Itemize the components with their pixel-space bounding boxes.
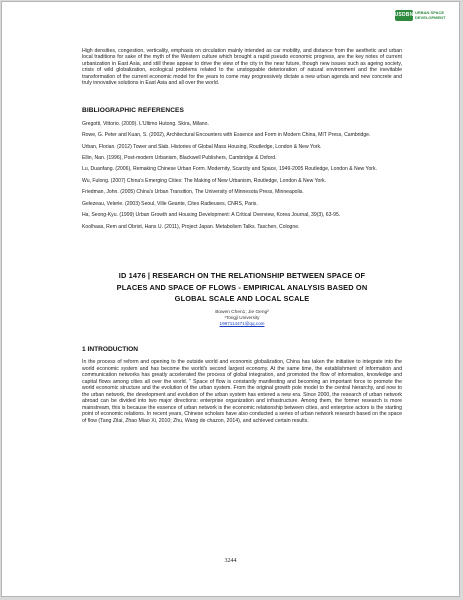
paper-title: [82, 270, 402, 305]
reference-item: Rowe, G. Peter and Kuan, S. (2002), Architectural Encounters with Essence and Form in Modern China, MIT Press, Cambridge.: [82, 132, 371, 139]
introduction-paragraph: In the process of reform and opening to the outside world and economic globalization, China has taken the initiative to integrate into the world economic system and has become the world's second largest economy. At the same time, the establishment of information and communication networks has greatly accelerated the process of global integration, and promoted the flow of information, knowledge and capital flows among cities all over the world. " Space of flow is constantly manifesting and becoming an important force to promote the world economic structure and the evolution of the urban system. From the original growth pole model to the central hierarchy, and now to the urban network, the development and evolution of the urban system has entered a new era. Since 2000, the research of urban network abroad can be divided into two major directions: enterprise organization and infrastructure. Among them, the former research is more mainstream, this is because the essence of urban network is the economic relationship between cities, and enterprise actors is the starting point of economic relations. In recent years, Chinese scholars have also conducted a series of urban network research based on the space of flow (Tang Zilai, Zhao Miao Xi, 2010; Zhu, Wang de chazon, 2014), and achieved certain results.: [82, 359, 402, 424]
page-content: [82, 48, 402, 424]
author-email-link[interactable]: 1987114471@qq.com: [219, 320, 265, 326]
reference-item: Friedman, John. (2005) China's Urban Transition, The University of Minnesota Press, Minneapolis.: [82, 189, 304, 196]
logo-subtitle: URBAN SPACE DEVELOPMENT: [415, 10, 446, 20]
conference-logo: [395, 8, 449, 22]
reference-item: Lu, Duanfang. (2006), Remaking Chinese Urban Form. Modernity, Scarcity and Space, 1949-2005 Routledge, London & New York.: [82, 166, 377, 173]
reference-item: Gregotti, Vittorio. (2009). L'Ultimo Hutong. Skira, Milano.: [82, 120, 209, 127]
closing-paragraph: High densities, congestion, verticality, emphasis on circulation mainly intended as car mobility, and distance from the aesthetic and urban local traditions for sake of the myth of the Western culture which brought a rapid pseudo economic progress, are the key notes of current urbanization in East Asia, and still these appear to drive the view of the city in the near future, though new issues such as ageing society, crisis of wild globalization, ecological problems related to the unstoppable deterioration of natural environment and the inevitable transformation of the current economic model for the years to come may progressively dictate a new urban agenda and new concrete and truly innovative solutions in East Asia and all over the world.: [82, 48, 402, 87]
reference-item: Koolhaas, Rem and Obrist, Hans U. (2011), Project Japan. Metabolism Talks. Taschen, Cologne.: [82, 223, 300, 230]
paper-authors: Bowen Chen1; Jie Geng²: [215, 309, 269, 315]
introduction-heading: 1 INTRODUCTION: [82, 346, 139, 354]
paper-title-line-1: ID 1476 | RESEARCH ON THE RELATIONSHIP BETWEEN SPACE OF: [118, 271, 366, 280]
reference-item: Urban, Florian. (2012) Tower and Slab. Histories of Global Mass Housing, Routledge, London & New York.: [82, 143, 322, 150]
references-heading: BIBLIOGRAPHIC REFERENCES: [82, 106, 185, 114]
page-number: 3244: [224, 558, 237, 564]
reference-item: Ha, Seong-Kyu. (1999) Urban Growth and Housing Development: A Critical Overview, Korea Journal, 39(3), 63-95.: [82, 212, 341, 219]
references-list: [82, 121, 402, 230]
paper-title-line-2: PLACES AND SPACE OF FLOWS - EMPIRICAL ANALYSIS BASED ON: [116, 282, 368, 292]
reference-item: Gelezeau, Velerie. (2003) Seoul, Ville Geante, Cites Radieuses, CNRS, Paris.: [82, 200, 258, 207]
paper-title-line-3: GLOBAL SCALE AND LOCAL SCALE: [174, 294, 310, 303]
paper-affiliation: ¹Tongji University: [224, 315, 260, 321]
logo-mark: USDBN: [395, 10, 413, 21]
document-page: [1, 1, 460, 597]
reference-item: Ellin, Nan. (1996), Post-modern Urbanism, Blackwell Publishers, Cambridge & Oxford.: [82, 155, 277, 162]
reference-item: Wu, Fulong. (2007) China's Emerging Cities: The Making of New Urbanism, Routledge, London & New York.: [82, 177, 326, 184]
